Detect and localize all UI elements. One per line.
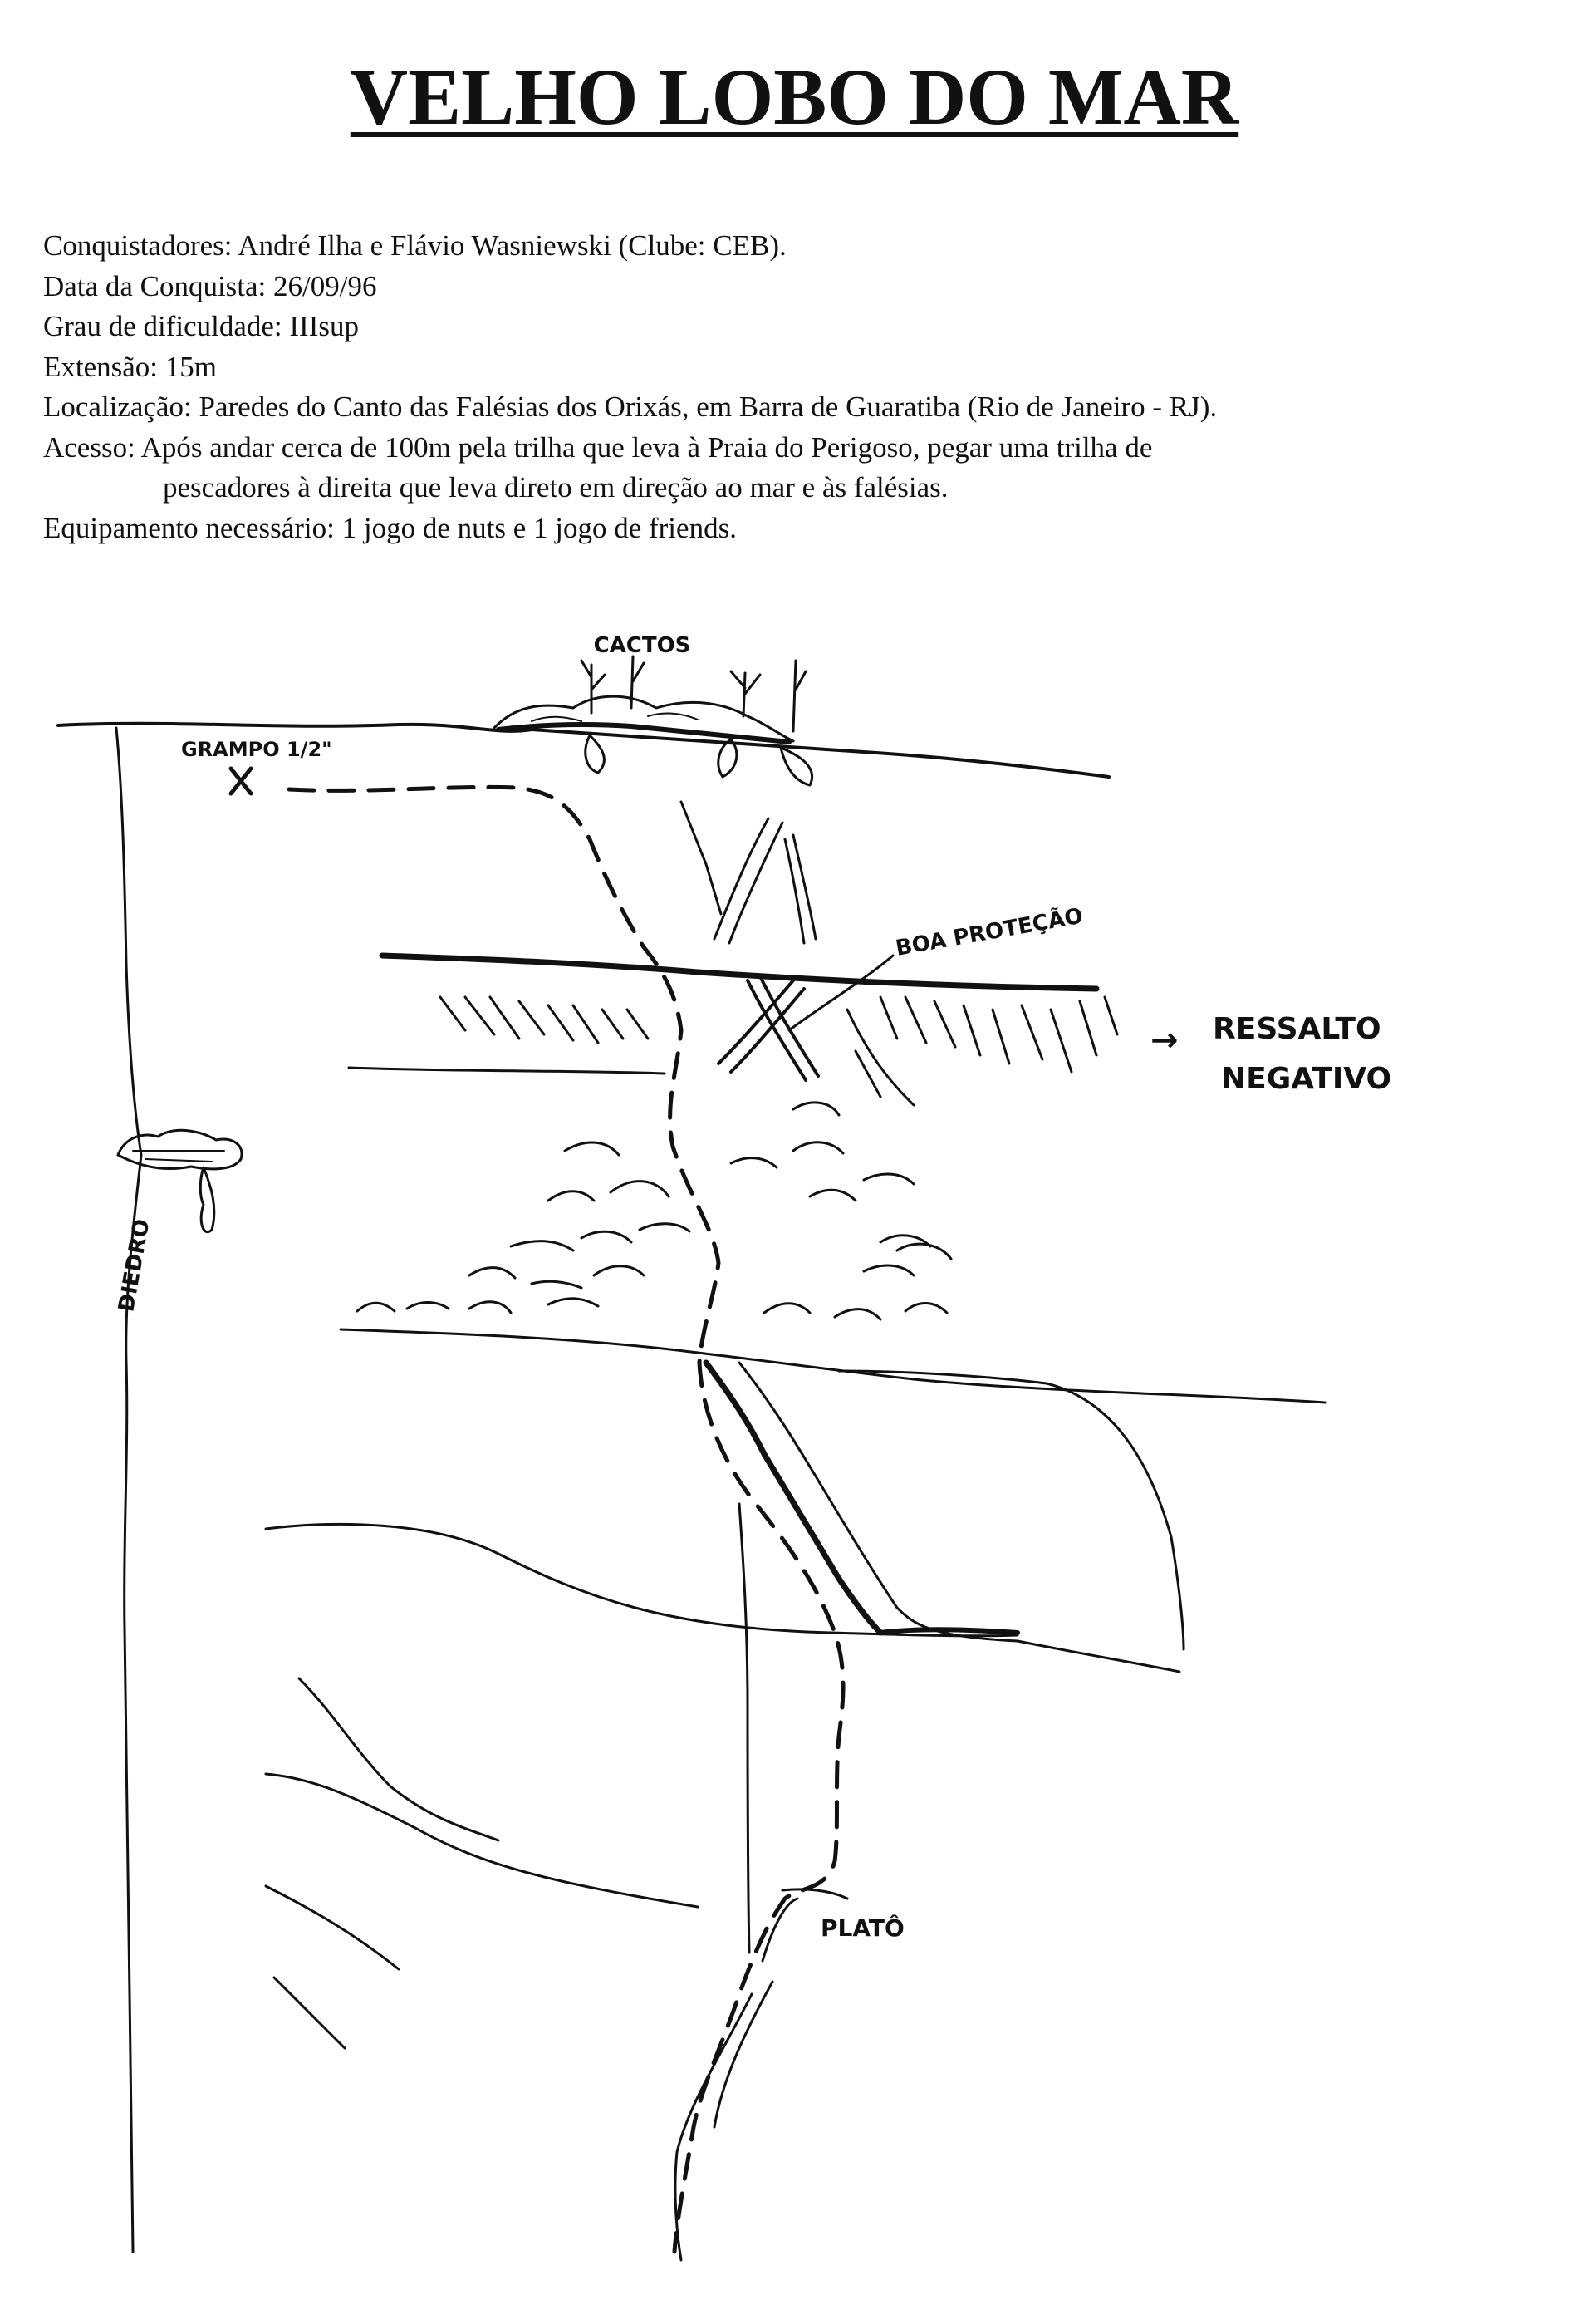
info-conquistadores: Conquistadores: André Ilha e Flávio Wasniewski (Clube: CEB). (43, 229, 787, 262)
ramp-slab (706, 1363, 1184, 1672)
label-negativo: NEGATIVO (1221, 1062, 1392, 1096)
diedro-wall-line (116, 728, 141, 2252)
label-ressalto: RESSALTO (1213, 1012, 1381, 1046)
info-extensao: Extensão: 15m (43, 350, 217, 383)
label-plato: PLATÔ (821, 1914, 905, 1942)
cactus-clump (494, 656, 812, 785)
info-grau: Grau de dificuldade: IIIsup (43, 310, 359, 342)
label-grampo: GRAMPO 1/2" (181, 738, 332, 761)
lower-rock-lines (266, 1504, 1018, 2048)
ledge-line (341, 1329, 1325, 1403)
crack-lines (681, 802, 816, 943)
info-acesso-continued: pescadores à direita que leva direto em direção ao mar e às falésias. (163, 471, 949, 504)
info-acesso: Acesso: Após andar cerca de 100m pela trilha que leva à Praia do Perigoso, pegar uma trilha de (43, 430, 1153, 464)
title-text: VELHO LOBO DO MAR (350, 52, 1239, 141)
plato-ledge (675, 1889, 847, 2260)
info-equipamento: Equipamento necessário: 1 jogo de nuts e 1 jogo de friends. (43, 511, 737, 544)
label-boa-protecao: BOA PROTEÇÃO (894, 903, 1086, 961)
label-cactos: CACTOS (593, 633, 691, 658)
grampo-bolt-marker (231, 769, 251, 794)
info-data-conquista: Data da Conquista: 26/09/96 (43, 269, 377, 302)
rock-texture (357, 1103, 951, 1319)
label-ressalto-arrow: → (1150, 1021, 1179, 1059)
boa-protecao-pointer (789, 956, 893, 1030)
info-localizacao: Localização: Paredes do Canto das Falésias dos Orixás, em Barra de Guaratiba (Rio de Janeiro - RJ). (43, 391, 1218, 423)
overhang-band (349, 956, 1117, 1105)
protection-crack-x (718, 976, 818, 1080)
label-diedro: DIEDRO (114, 1216, 155, 1314)
left-bush (118, 1130, 242, 1231)
